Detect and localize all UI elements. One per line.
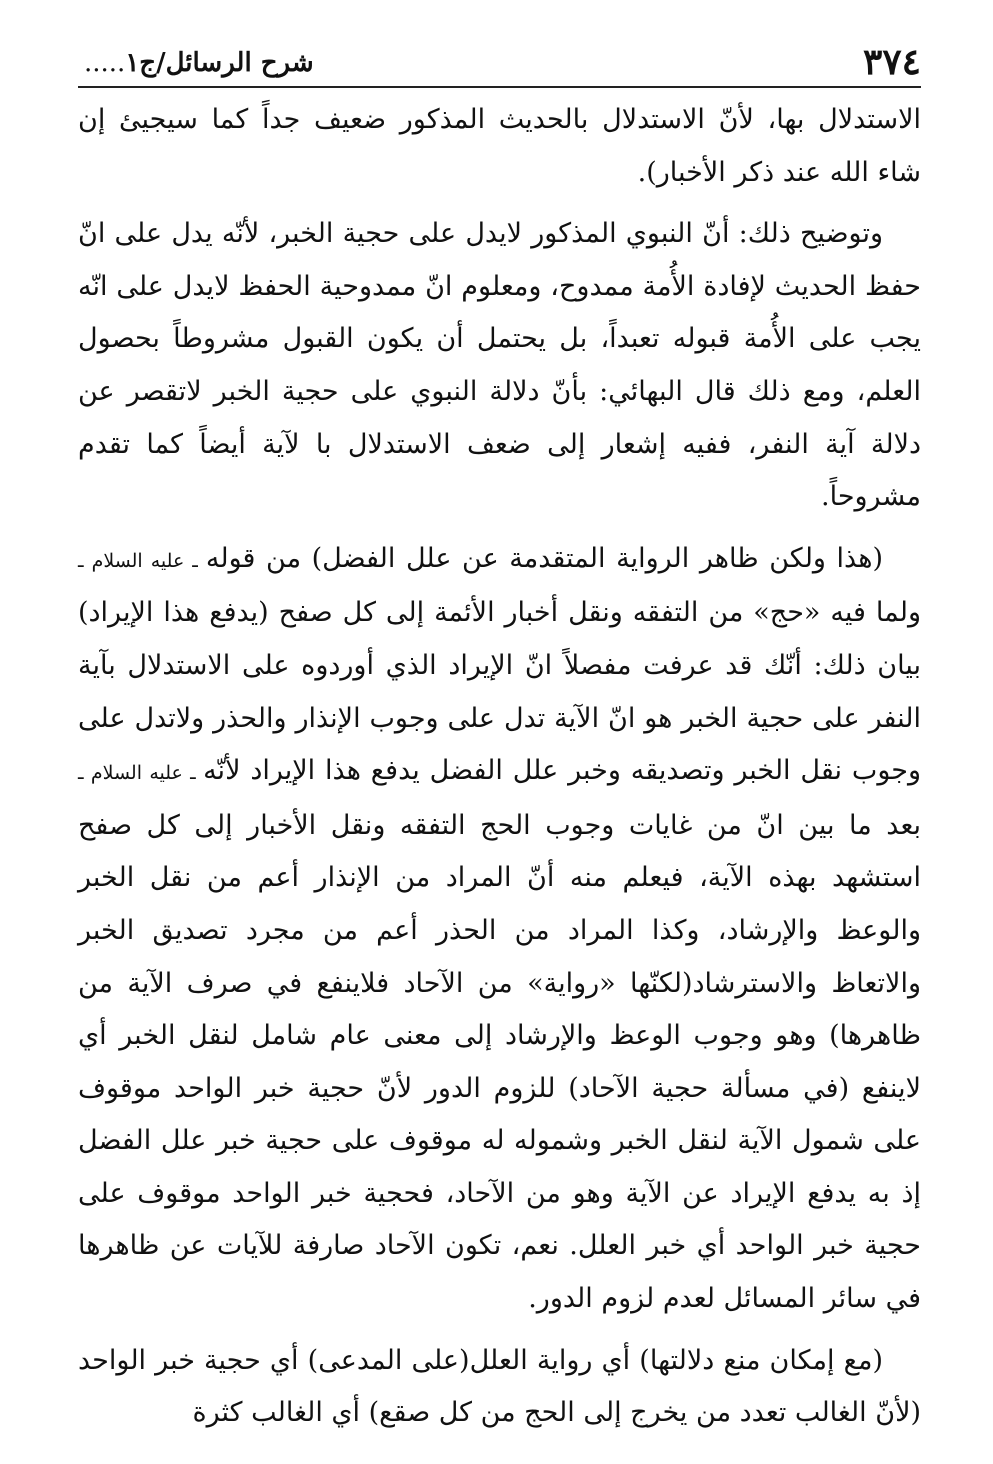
paragraph-3-part-3: بعد ما بين انّ من غايات وجوب الحج التفقه ونقل الأخبار إلى كل صفح استشهد بهذه الآية، فيعلم منه أنّ المراد من الإنذار أعم من نقل الخبر والوعظ والإرشاد، وكذا المراد من الحذر أعم من مجرد تصديق الخبر والاتعاظ والاسترشاد(لكنّها «رواية» من الآحاد فلاينفع في صرف الآية من ظاهرها) وهو وجوب الوعظ والإرشاد إلى معنى عام شامل لنقل الخبر أي لاينفع (في مسألة حجية الآحاد) للزوم الدور لأنّ حجية خبر الواحد موقوف على شمول الآية لنقل الخبر وشموله له موقوف على حجية خبر علل الفضل إذ به يدفع الإيراد عن الآية وهو من الآحاد، فحجية خبر الواحد موقوف على حجية خبر الواحد أي خبر العلل. نعم، تكون الآحاد صارفة للآيات عن ظاهرها في سائر المسائل لعدم لزوم الدور. [78, 809, 921, 1315]
paragraph-3-part-2: ولما فيه «حج» من التفقه ونقل أخبار الأئمة إلى كل صفح (يدفع هذا الإيراد) بيان ذلك: أنّك قد عرفت مفصلاً انّ الإيراد الذي أوردوه على الاستدلال بآية النفر على حجية الخبر هو انّ الآية تدل على وجوب الإنذار والحذر ولاتدل على وجوب نقل الخبر وتصديقه وخبر علل الفضل يدفع هذا الإيراد لأنّه [78, 597, 921, 787]
paragraph-4: (مع إمكان منع دلالتها) أي رواية العلل(على المدعى) أي حجية خبر الواحد (لأنّ الغالب تعدد من يخرج إلى الحج من كل صقع) أي الغالب كثرة [78, 1344, 921, 1429]
header-dots: ..... [84, 48, 126, 78]
running-title [78, 46, 314, 80]
blessing-phrase-1: ـ عليه السلام ـ [78, 549, 206, 572]
paragraph-3-part-1: (هذا ولكن ظاهر الرواية المتقدمة عن علل الفضل) من قوله [205, 542, 883, 574]
paragraph-3 [78, 533, 921, 1326]
running-title-text: شرح الرسائل/ج١ [125, 48, 314, 78]
paragraph-1: الاستدلال بها، لأنّ الاستدلال بالحديث المذكور ضعيف جداً كما سيجيئ إن شاء الله عند ذكر الأخبار). [78, 104, 921, 188]
page-header [78, 40, 921, 88]
blessing-phrase-2: ـ عليه السلام ـ [78, 762, 204, 785]
paragraph-2: وتوضيح ذلك: أنّ النبوي المذكور لايدل على حجية الخبر، لأنّه يدل على انّ حفظ الحديث لإفادة الأُمة ممدوح، ومعلوم انّ ممدوحية الحفظ لايدل على انّه يجب على الأُمة قبوله تعبداً، بل يحتمل أن يكون القبول مشروطاً بحصول العلم، ومع ذلك قال البهائي: بأنّ دلالة النبوي على حجية الخبر لاتقصر عن دلالة آية النفر، ففيه إشعار إلى ضعف الاستدلال با لآية أيضاً كما تقدم مشروحاً. [78, 218, 921, 513]
page-number: ٣٧٤ [862, 41, 921, 83]
body-text [78, 94, 921, 1449]
